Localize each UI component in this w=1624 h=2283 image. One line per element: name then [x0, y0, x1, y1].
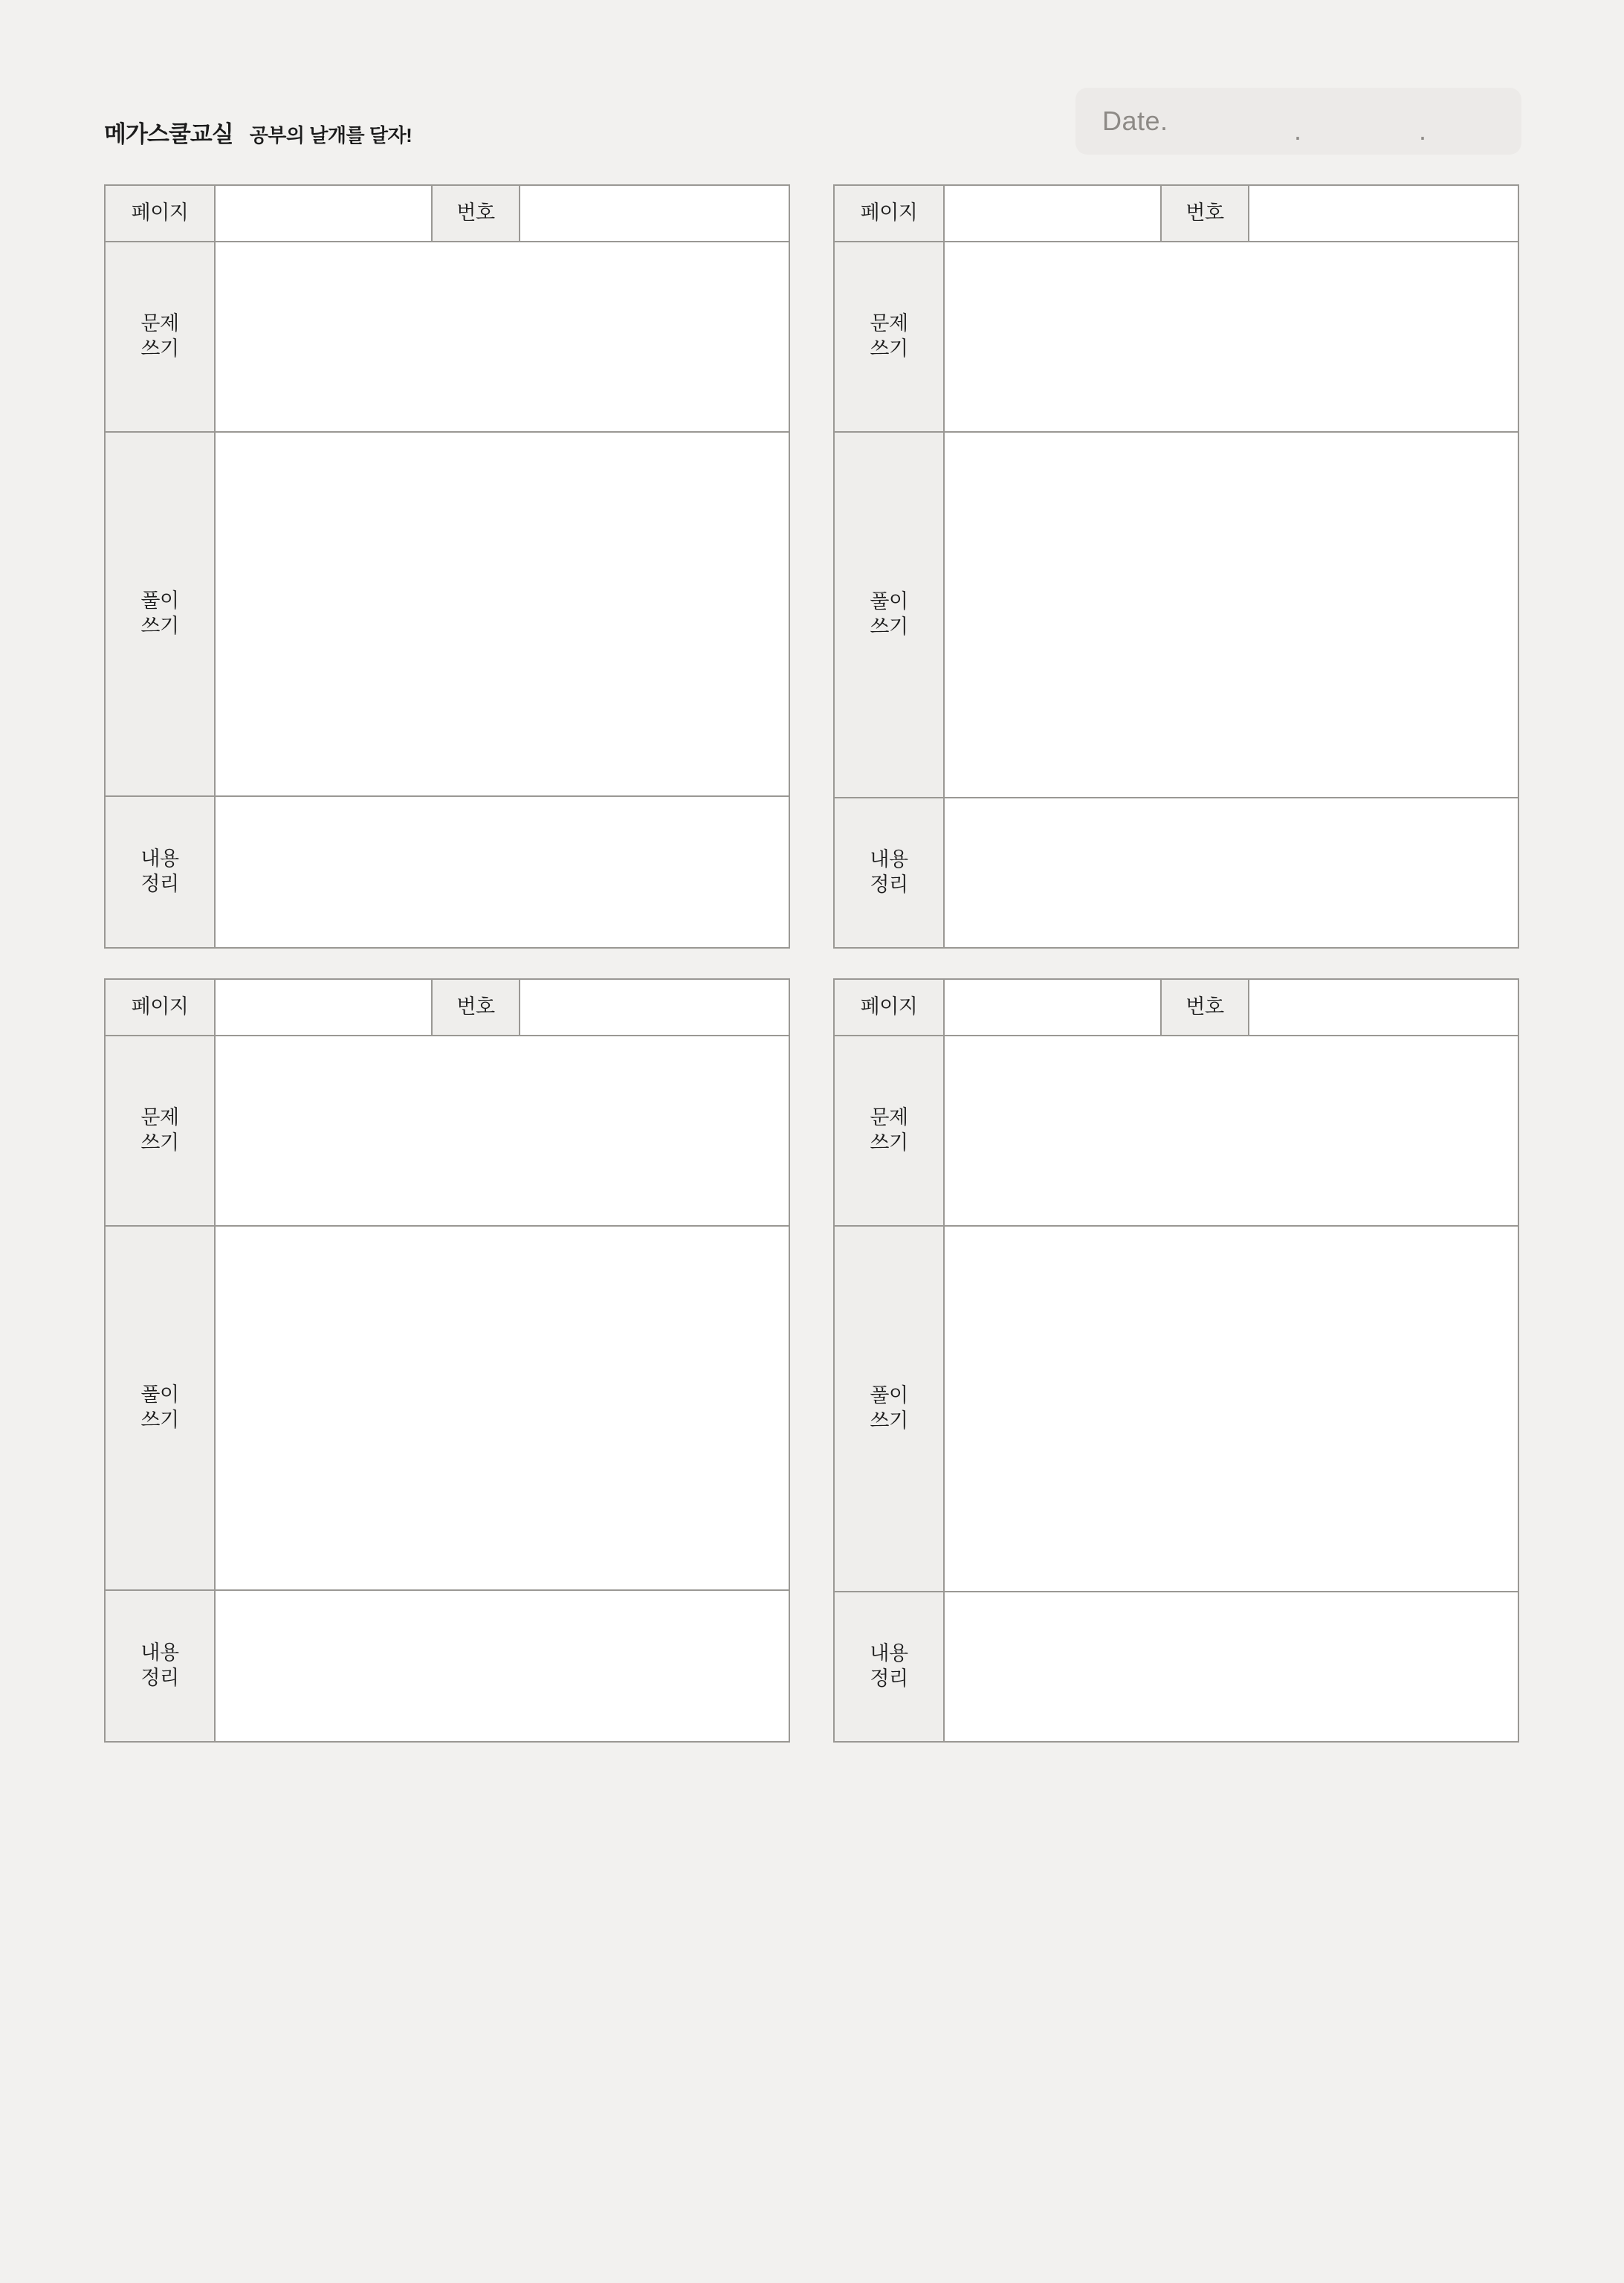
page-input[interactable] [216, 186, 433, 241]
problem-label-line1: 문제 [870, 312, 908, 335]
problem-label-line1: 문제 [870, 1106, 908, 1129]
note-block-3 [104, 978, 790, 1743]
problem-label-line1: 문제 [140, 1106, 179, 1129]
summary-input[interactable] [945, 798, 1518, 947]
note-block-4 [833, 978, 1519, 1743]
problem-row [106, 241, 789, 431]
problem-label-line2: 쓰기 [140, 338, 179, 360]
number-input[interactable] [1249, 980, 1518, 1035]
date-field[interactable] [1075, 88, 1521, 155]
solution-label [835, 433, 945, 797]
page-header [104, 115, 412, 149]
number-label: 번호 [433, 980, 520, 1035]
solution-label-line1: 풀이 [870, 1384, 908, 1407]
summary-label-line2: 정리 [140, 1667, 179, 1689]
brand-title: 메가스쿨교실 [104, 121, 233, 147]
summary-row [106, 1589, 789, 1741]
page-label: 페이지 [106, 980, 216, 1035]
summary-input[interactable] [216, 1591, 789, 1741]
solution-row [106, 431, 789, 795]
summary-label-line2: 정리 [140, 873, 179, 895]
summary-row [106, 795, 789, 947]
summary-row [835, 1591, 1518, 1741]
summary-label-line1: 내용 [870, 1642, 908, 1665]
note-block-2 [833, 184, 1519, 949]
solution-row [835, 1225, 1518, 1591]
solution-label-line1: 풀이 [140, 590, 179, 613]
summary-label-line1: 내용 [140, 1641, 179, 1664]
page-input[interactable] [216, 980, 433, 1035]
page-input[interactable] [945, 980, 1162, 1035]
solution-input[interactable] [945, 433, 1518, 797]
date-separator-1: . [1294, 115, 1302, 146]
problem-label-line1: 문제 [140, 312, 179, 335]
solution-row [835, 431, 1518, 797]
solution-label [106, 433, 216, 795]
number-input[interactable] [520, 980, 789, 1035]
problem-label [106, 242, 216, 431]
date-label: Date. [1102, 106, 1168, 136]
solution-input[interactable] [216, 1227, 789, 1589]
date-separator-2: . [1419, 115, 1427, 146]
problem-row [835, 241, 1518, 431]
solution-label-line1: 풀이 [140, 1383, 179, 1407]
number-input[interactable] [520, 186, 789, 241]
problem-input[interactable] [216, 1036, 789, 1225]
problem-label-line2: 쓰기 [870, 338, 908, 360]
problem-input[interactable] [945, 242, 1518, 431]
page-label: 페이지 [835, 186, 945, 241]
solution-label-line1: 풀이 [870, 590, 908, 613]
number-input[interactable] [1249, 186, 1518, 241]
summary-label-line1: 내용 [140, 847, 179, 871]
solution-input[interactable] [945, 1227, 1518, 1591]
number-label: 번호 [433, 186, 520, 241]
summary-label [106, 1591, 216, 1741]
problem-row [835, 1035, 1518, 1225]
page-label: 페이지 [835, 980, 945, 1035]
problem-input[interactable] [216, 242, 789, 431]
problem-label [106, 1036, 216, 1225]
problem-label-line2: 쓰기 [140, 1131, 179, 1154]
number-label: 번호 [1162, 186, 1249, 241]
number-label: 번호 [1162, 980, 1249, 1035]
problem-row [106, 1035, 789, 1225]
problem-input[interactable] [945, 1036, 1518, 1225]
solution-label [106, 1227, 216, 1589]
solution-label [835, 1227, 945, 1591]
solution-label-line2: 쓰기 [140, 1409, 179, 1431]
solution-label-line2: 쓰기 [870, 616, 908, 638]
solution-label-line2: 쓰기 [870, 1409, 908, 1432]
summary-input[interactable] [945, 1592, 1518, 1741]
solution-label-line2: 쓰기 [140, 615, 179, 637]
note-header-row [106, 980, 789, 1035]
note-header-row [106, 186, 789, 241]
note-block-grid [104, 184, 1520, 1743]
page-label: 페이지 [106, 186, 216, 241]
note-header-row [835, 186, 1518, 241]
problem-label-line2: 쓰기 [870, 1131, 908, 1154]
page-input[interactable] [945, 186, 1162, 241]
summary-label-line2: 정리 [870, 874, 908, 896]
summary-row [835, 797, 1518, 947]
solution-row [106, 1225, 789, 1589]
summary-label [106, 797, 216, 947]
solution-input[interactable] [216, 433, 789, 795]
summary-label-line2: 정리 [870, 1667, 908, 1690]
problem-label [835, 1036, 945, 1225]
brand-tagline: 공부의 날개를 달자! [249, 124, 413, 146]
note-header-row [835, 980, 1518, 1035]
summary-label [835, 1592, 945, 1741]
note-block-1 [104, 184, 790, 949]
summary-label [835, 798, 945, 947]
summary-label-line1: 내용 [870, 848, 908, 871]
summary-input[interactable] [216, 797, 789, 947]
problem-label [835, 242, 945, 431]
